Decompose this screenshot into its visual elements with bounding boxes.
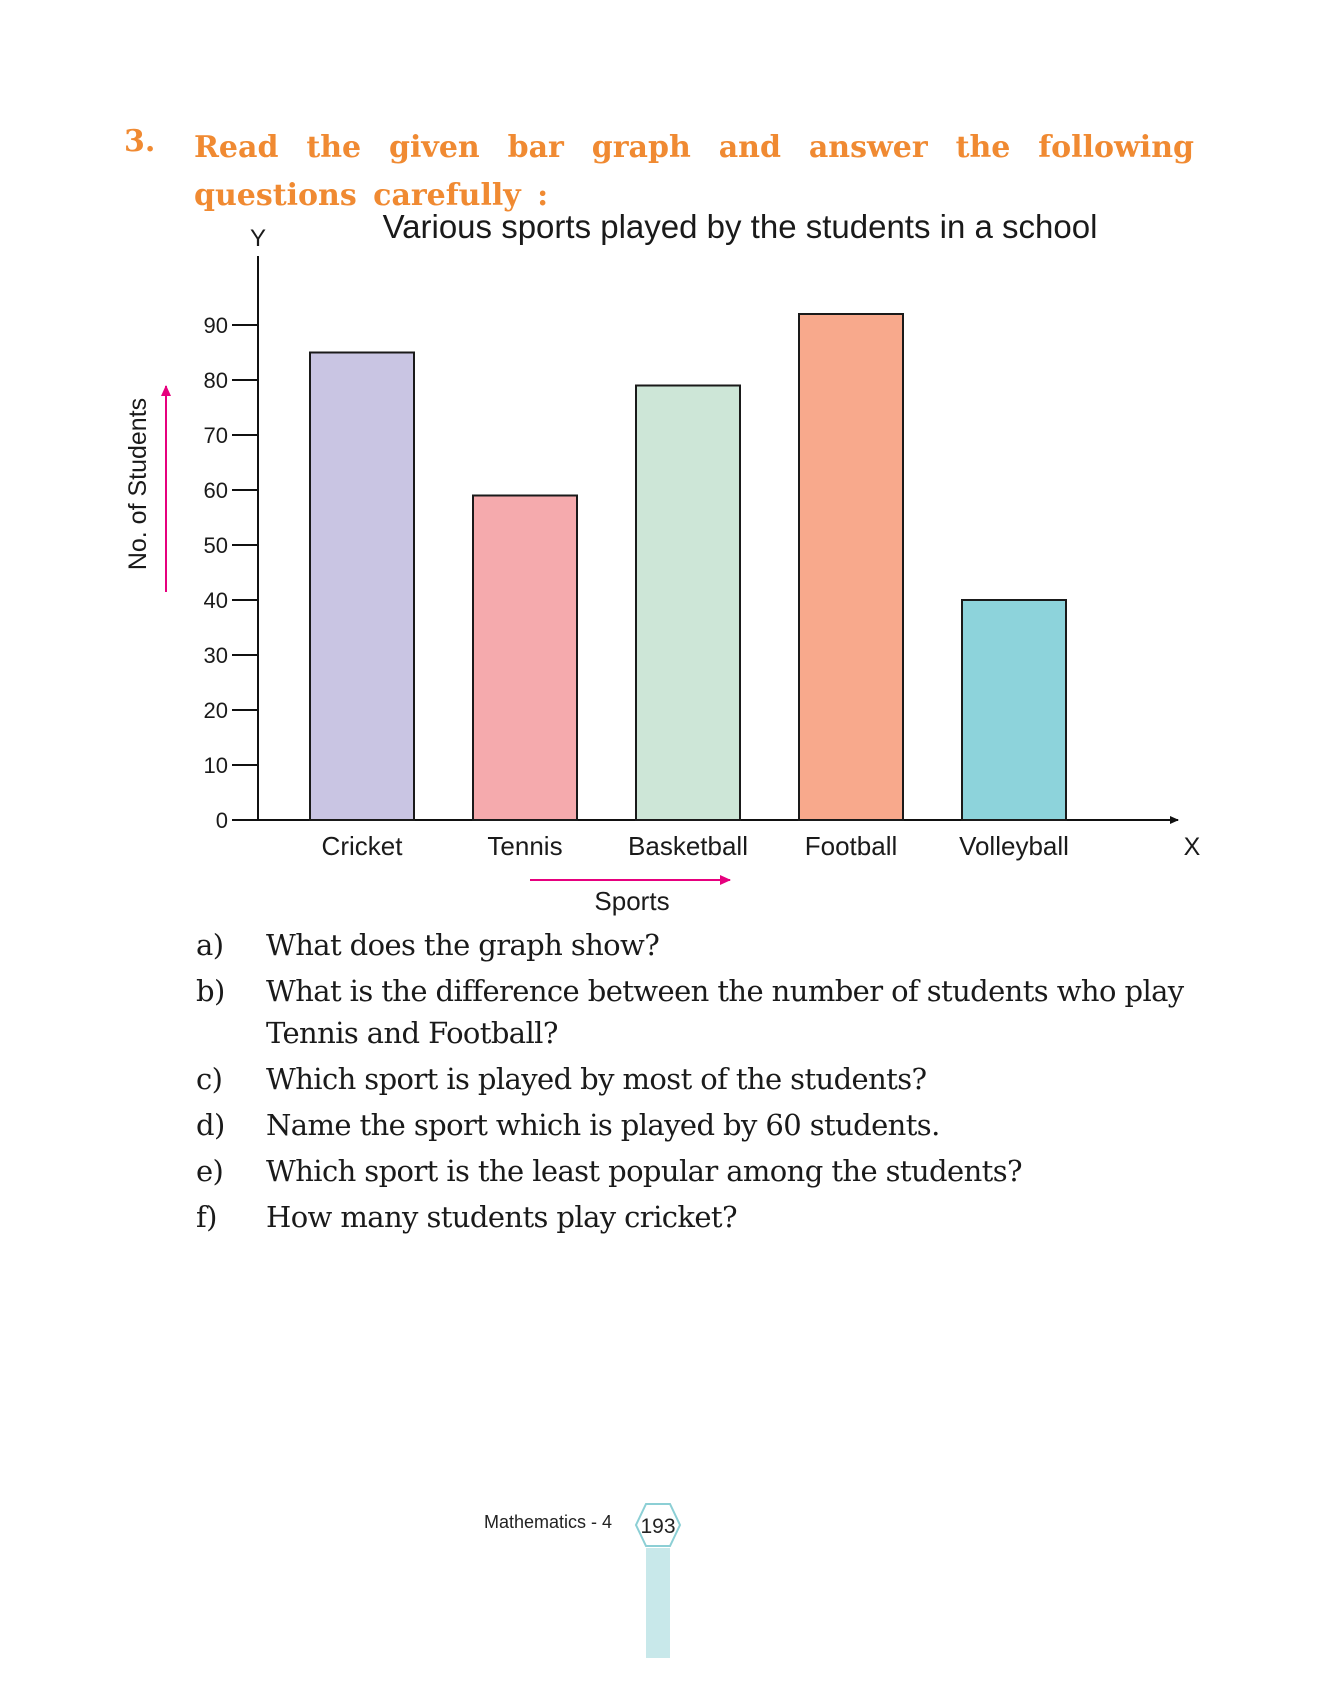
book-title: Mathematics - 4 [484, 1512, 613, 1532]
question-list [196, 924, 1206, 1242]
y-tick-label: 20 [203, 698, 228, 723]
bar-cricket [310, 353, 414, 821]
y-tick-label: 10 [203, 753, 228, 778]
y-tick-label: 80 [203, 368, 228, 393]
question-letter: a) [196, 928, 224, 962]
y-tick-label: 60 [203, 478, 228, 503]
y-tick-label: 70 [203, 423, 228, 448]
bar-chart [0, 200, 1332, 916]
page-tab-decoration [646, 1548, 670, 1658]
x-tick-label: Volleyball [959, 831, 1069, 861]
bar-volleyball [962, 600, 1066, 820]
question-item [196, 1104, 1206, 1146]
y-tick-label: 40 [203, 588, 228, 613]
bar-tennis [473, 496, 577, 821]
page-number: 193 [640, 1515, 676, 1538]
question-text: What is the difference between the number of students who play Tennis and Football? [266, 974, 1184, 1050]
x-axis-label: Sports [594, 886, 670, 916]
question-text: What does the graph show? [266, 928, 660, 962]
question-letter: f) [196, 1200, 217, 1234]
x-tick-label: Football [804, 831, 898, 861]
question-item [196, 970, 1206, 1054]
y-tick-label: 50 [203, 533, 228, 558]
x-tick-label: Basketball [628, 831, 748, 861]
question-text: How many students play cricket? [266, 1200, 737, 1234]
x-axis-letter: X [1183, 833, 1201, 861]
y-tick-label: 90 [203, 313, 228, 338]
question-text: Name the sport which is played by 60 students. [266, 1108, 940, 1142]
question-letter: b) [196, 974, 225, 1008]
question-letter: c) [196, 1062, 223, 1096]
x-tick-label: Tennis [487, 831, 563, 861]
question-item [196, 924, 1206, 966]
question-item [196, 1150, 1206, 1192]
bar-basketball [636, 386, 740, 821]
question-item [196, 1058, 1206, 1100]
question-letter: d) [196, 1108, 225, 1142]
bar-football [799, 314, 903, 820]
chart-title: Various sports played by the students in a school [382, 208, 1098, 245]
page-number-badge [634, 1502, 682, 1548]
question-text: Which sport is the least popular among the students? [266, 1154, 1022, 1188]
y-tick-label: 30 [203, 643, 228, 668]
x-tick-label: Cricket [321, 831, 403, 861]
y-axis-letter: Y [249, 225, 267, 252]
question-number: 3. [124, 124, 156, 159]
question-text: Which sport is played by most of the students? [266, 1062, 927, 1096]
question-item [196, 1196, 1206, 1238]
y-tick-label: 0 [215, 808, 228, 833]
y-axis-label: No. of Students [124, 397, 152, 571]
question-heading: Read the given bar graph and answer the following questions carefully : [194, 130, 1194, 213]
question-letter: e) [196, 1154, 224, 1188]
